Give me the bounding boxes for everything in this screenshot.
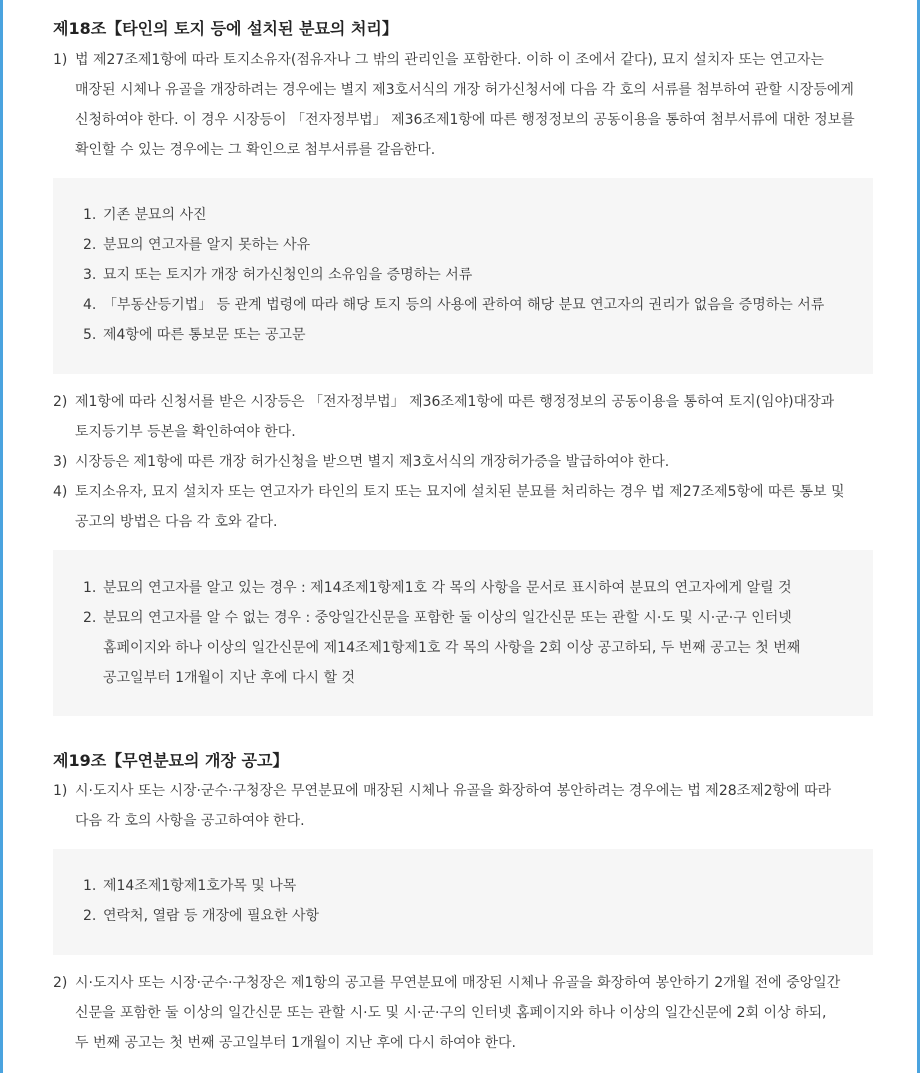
article-18-paragraph-4 <box>53 477 873 537</box>
paragraph-number: 3) <box>53 454 68 470</box>
paragraph-line: 시장등은 제1항에 따른 개장 허가신청을 받으면 별지 제3호서식의 개장허가증을 발급하여야 한다. <box>75 454 670 470</box>
paragraph-line: 매장된 시체나 유골을 개장하려는 경우에는 별지 제3호서식의 개장 허가신청서에 다음 각 호의 서류를 첨부하여 관할 시장등에게 <box>75 82 854 98</box>
list-item-number: 1. <box>83 580 97 596</box>
list-item-text: 연락처, 열람 등 개장에 필요한 사항 <box>103 908 320 924</box>
paragraph-number: 1) <box>53 52 68 68</box>
article-19-title: 제19조【무연분묘의 개장 공고】 <box>53 751 289 770</box>
paragraph-number: 2) <box>53 394 68 410</box>
paragraph-line: 제1항에 따라 신청서를 받은 시장등은 「전자정부법」 제36조제1항에 따른 행정정보의 공동이용을 통하여 토지(임야)대장과 <box>75 394 835 410</box>
list-item-text: 묘지 또는 토지가 개장 허가신청인의 소유임을 증명하는 서류 <box>103 267 473 283</box>
list-item <box>83 320 306 350</box>
paragraph-number: 2) <box>53 975 68 991</box>
list-item-text: 「부동산등기법」 등 관계 법령에 따라 해당 토지 등의 사용에 관하여 해당 분묘 연고자의 권리가 없음을 증명하는 서류 <box>103 297 825 313</box>
paragraph-line: 토지등기부 등본을 확인하여야 한다. <box>75 424 296 440</box>
paragraph-line: 법 제27조제1항에 따라 토지소유자(점유자나 그 밖의 관리인을 포함한다. 이하 이 조에서 같다), 묘지 설치자 또는 연고자는 <box>75 52 824 68</box>
list-item-text: 분묘의 연고자를 알 수 없는 경우 : 중앙일간신문을 포함한 둘 이상의 일간신문 또는 관할 시·도 및 시·군·구 인터넷 <box>103 610 792 626</box>
list-item-text: 분묘의 연고자를 알지 못하는 사유 <box>103 237 311 253</box>
article-18-paragraph-2 <box>53 387 873 447</box>
paragraph-line: 신문을 포함한 둘 이상의 일간신문 또는 관할 시·도 및 시·군·구의 인터넷 홈페이지와 하나 이상의 일간신문에 2회 이상 하되, <box>75 1005 827 1021</box>
list-item <box>83 871 296 901</box>
list-item-number: 2. <box>83 237 97 253</box>
list-item-number: 1. <box>83 878 97 894</box>
list-item-number: 1. <box>83 207 97 223</box>
article-18-attachment-list <box>53 178 873 374</box>
paragraph-line: 신청하여야 한다. 이 경우 시장등이 「전자정부법」 제36조제1항에 따른 행정정보의 공동이용을 통하여 첨부서류에 대한 정보를 <box>75 112 855 128</box>
article-19-paragraph-2 <box>53 968 873 1058</box>
article-18-title: 제18조【타인의 토지 등에 설치된 분묘의 처리】 <box>53 19 398 38</box>
list-item <box>83 290 824 320</box>
paragraph-number: 4) <box>53 484 68 500</box>
paragraph-line: 두 번째 공고는 첫 번째 공고일부터 1개월이 지난 후에 다시 하여야 한다. <box>75 1035 516 1051</box>
list-item <box>83 230 310 260</box>
paragraph-line: 토지소유자, 묘지 설치자 또는 연고자가 타인의 토지 또는 묘지에 설치된 분묘를 처리하는 경우 법 제27조제5항에 따른 통보 및 <box>75 484 845 500</box>
list-item <box>83 260 472 290</box>
list-item-text: 제4항에 따른 통보문 또는 공고문 <box>103 327 306 343</box>
paragraph-line: 시·도지사 또는 시장·군수·구청장은 무연분묘에 매장된 시체나 유골을 화장하여 봉안하려는 경우에는 법 제28조제2항에 따라 <box>75 783 832 799</box>
list-item <box>83 200 207 230</box>
list-item <box>83 901 319 931</box>
article-18-paragraph-3 <box>53 447 873 477</box>
paragraph-line: 시·도지사 또는 시장·군수·구청장은 제1항의 공고를 무연분묘에 매장된 시체나 유골을 화장하여 봉안하기 2개월 전에 중앙일간 <box>75 975 841 991</box>
list-item-number: 3. <box>83 267 97 283</box>
list-item-number: 2. <box>83 610 97 626</box>
article-18-paragraph-1 <box>53 45 873 165</box>
list-item-text: 홈페이지와 하나 이상의 일간신문에 제14조제1항제1호 각 목의 사항을 2회 이상 공고하되, 두 번째 공고는 첫 번째 <box>103 640 801 656</box>
list-item-text: 분묘의 연고자를 알고 있는 경우 : 제14조제1항제1호 각 목의 사항을 문서로 표시하여 분묘의 연고자에게 알릴 것 <box>103 580 792 596</box>
list-item-text: 기존 분묘의 사진 <box>103 207 207 223</box>
list-item-number: 4. <box>83 297 97 313</box>
list-item-number: 2. <box>83 908 97 924</box>
list-item-number: 5. <box>83 327 97 343</box>
paragraph-line: 다음 각 호의 사항을 공고하여야 한다. <box>75 813 305 829</box>
article-18-notice-method-list <box>53 550 873 716</box>
article-19-notice-items-list <box>53 849 873 955</box>
article-19-paragraph-1 <box>53 776 873 836</box>
list-item <box>83 573 792 603</box>
list-item-text: 공고일부터 1개월이 지난 후에 다시 할 것 <box>103 670 355 686</box>
paragraph-number: 1) <box>53 783 68 799</box>
list-item-text: 제14조제1항제1호가목 및 나목 <box>103 878 297 894</box>
list-item <box>83 603 800 693</box>
paragraph-line: 공고의 방법은 다음 각 호와 같다. <box>75 514 278 530</box>
paragraph-line: 확인할 수 있는 경우에는 그 확인으로 첨부서류를 갈음한다. <box>75 142 436 158</box>
